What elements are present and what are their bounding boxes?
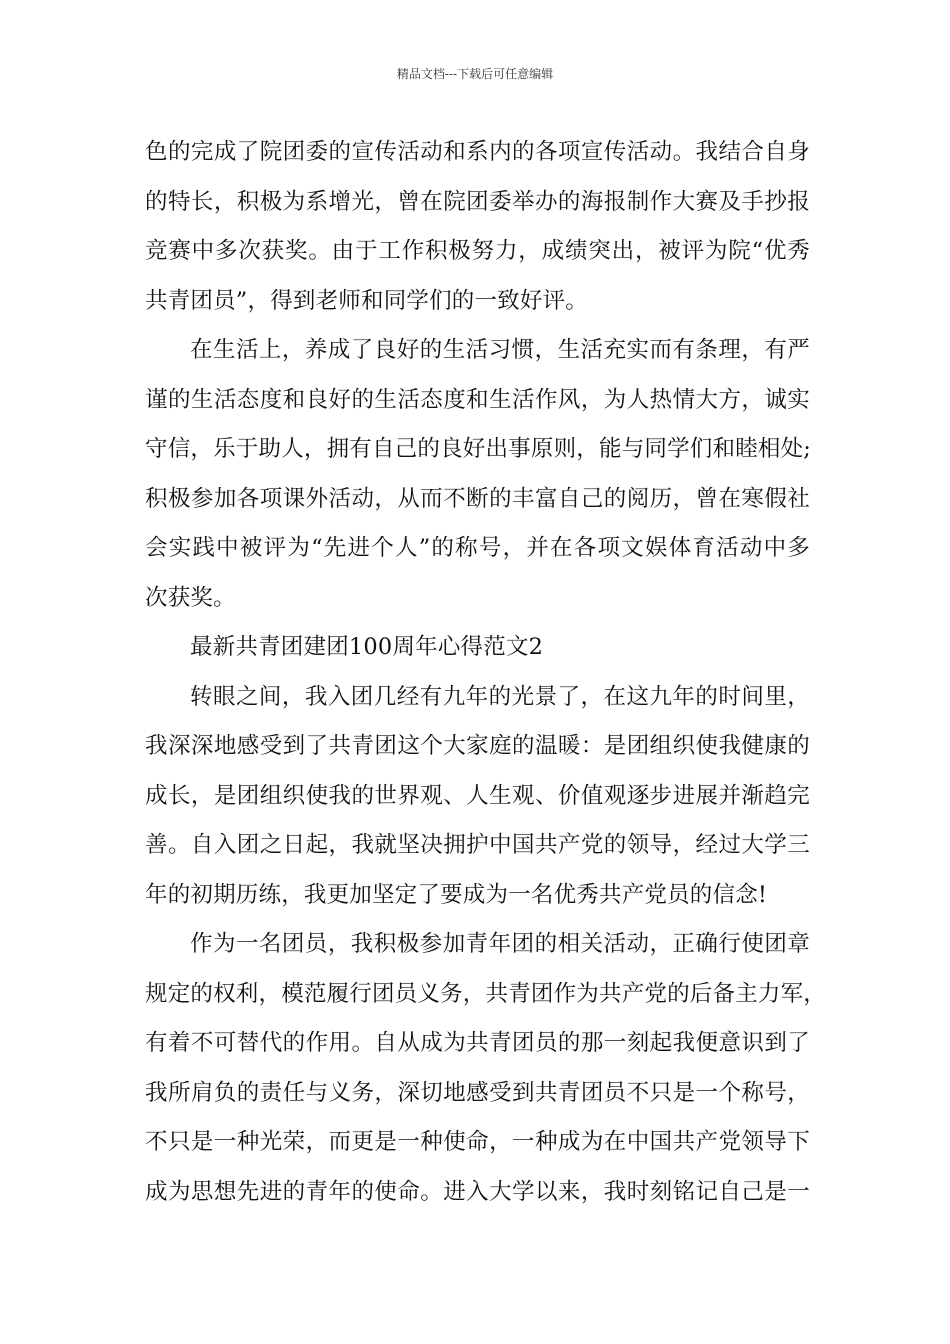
text-line: 规定的权利，模范履行团员义务，共青团作为共产党的后备主力军， — [145, 980, 827, 1007]
text-line: 作为一名团员，我积极参加青年团的相关活动，正确行使团章 — [190, 931, 810, 957]
text-line: 的特长，积极为系增光，曾在院团委举办的海报制作大赛及手抄报 — [145, 188, 810, 215]
text-line: 善。自入团之日起，我就坚决拥护中国共产党的领导，经过大学三 — [145, 832, 810, 858]
text-line: 色的完成了院团委的宣传活动和系内的各项宣传活动。我结合自身 — [145, 139, 810, 165]
section-heading: 最新共青团建团100周年心得范文2 — [190, 634, 544, 660]
text-line: 竞赛中多次获奖。由于工作积极努力，成绩突出，被评为院“优秀 — [145, 238, 810, 264]
text-line: 不只是一种光荣，而更是一种使命，一种成为在中国共产党领导下 — [145, 1129, 810, 1155]
text-line: 我深深地感受到了共青团这个大家庭的温暖：是团组织使我健康的 — [145, 733, 810, 759]
text-line: 年的初期历练，我更加坚定了要成为一名优秀共产党员的信念! — [145, 881, 768, 908]
text-line: 成长，是团组织使我的世界观、人生观、价值观逐步进展并渐趋完 — [145, 782, 810, 809]
text-line: 有着不可替代的作用。自从成为共青团员的那一刻起我便意识到了 — [145, 1030, 810, 1056]
page-header: 精品文档---下载后可任意编辑 — [396, 67, 554, 81]
text-line: 会实践中被评为“先进个人”的称号，并在各项文娱体育活动中多 — [145, 535, 810, 561]
text-line: 谨的生活态度和良好的生活态度和生活作风，为人热情大方，诚实 — [145, 386, 810, 413]
text-line: 积极参加各项课外活动，从而不断的丰富自己的阅历，曾在寒假社 — [145, 485, 810, 512]
document-body — [145, 128, 827, 1217]
text-line: 我所肩负的责任与义务，深切地感受到共青团员不只是一个称号， — [145, 1079, 810, 1106]
text-line: 转眼之间，我入团几经有九年的光景了，在这九年的时间里， — [190, 683, 810, 710]
text-line: 守信，乐于助人，拥有自己的良好出事原则，能与同学们和睦相处; — [145, 436, 812, 462]
text-line: 在生活上，养成了良好的生活习惯，生活充实而有条理，有严 — [190, 337, 810, 363]
text-line: 成为思想先进的青年的使命。进入大学以来，我时刻铭记自己是一 — [145, 1178, 810, 1205]
text-line: 共青团员”，得到老师和同学们的一致好评。 — [145, 287, 589, 314]
text-line: 次获奖。 — [145, 584, 236, 611]
